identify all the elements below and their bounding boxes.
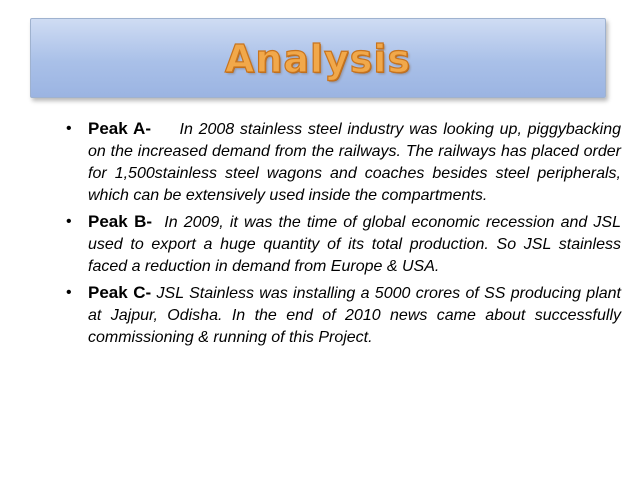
peak-label: Peak B- [88,212,153,231]
peak-label: Peak A- [88,119,151,138]
bullet-icon: • [66,120,72,137]
title-banner [30,18,606,98]
bullet-icon: • [66,213,72,230]
bullet-item-peak-b [66,211,621,278]
slide-title: Analysis [224,37,412,81]
peak-description: In 2008 stainless steel industry was looking up, piggybacking on the increased demand from the railways. The railways has placed order for 1,500stainless steel wagons and coaches besides steel peripherals, which can be extensively used inside the compartments. [88,121,622,204]
peak-label: Peak C- [88,283,152,302]
bullet-list [66,118,621,353]
peak-description: In 2009, it was the time of global economic recession and JSL used to export a huge quantity of its total production. So JSL stainless faced a reduction in demand from Europe & USA. [88,214,621,275]
peak-description: JSL Stainless was installing a 5000 crores of SS producing plant at Jajpur, Odisha. In the end of 2010 news came about successfully commissioning & running of this Project. [88,285,621,346]
bullet-icon: • [66,284,72,301]
bullet-item-peak-c [66,282,621,349]
bullet-item-peak-a [66,118,621,207]
